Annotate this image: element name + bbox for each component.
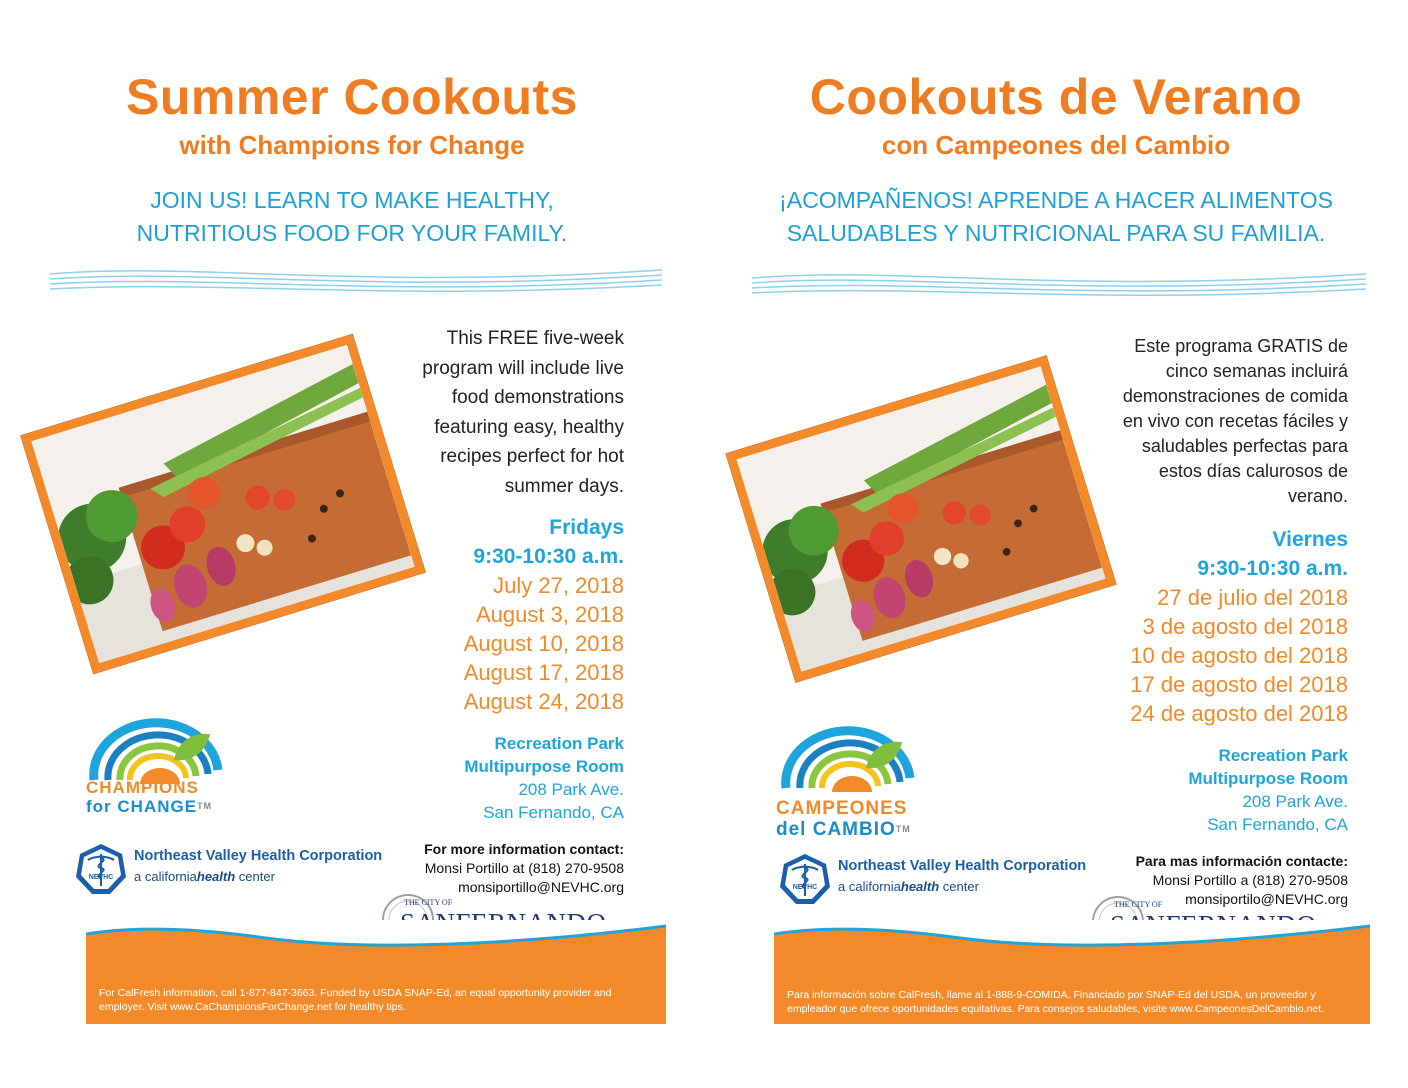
footer-wave-graphic	[774, 920, 1370, 960]
description-line: estos días calurosos de	[1158, 461, 1348, 481]
contact-email: monsiportillo@NEVHC.org	[458, 879, 624, 895]
trademark-mark: TM	[197, 801, 213, 811]
org-tagline	[838, 879, 979, 894]
program-info	[324, 324, 624, 897]
org-tagline-emphasis: health	[900, 879, 940, 894]
schedule-date: 10 de agosto del 2018	[1130, 643, 1348, 668]
venue-name: Recreation Park	[494, 734, 624, 753]
schedule-day: Fridays	[549, 516, 624, 539]
tagline	[40, 184, 664, 250]
description-line: summer days.	[504, 475, 624, 497]
description-line: food demonstrations	[451, 387, 624, 408]
venue-room: Multipurpose Room	[1188, 769, 1348, 788]
program-logo-line: CAMPEONES	[776, 798, 908, 819]
nevhc-badge-text: NEVHC	[88, 874, 114, 881]
tagline-line: NUTRITIOUS FOOD FOR YOUR FAMILY.	[136, 220, 568, 246]
footer-band	[86, 920, 666, 1024]
venue-city: San Fernando, CA	[483, 803, 624, 822]
description-line: recipes perfect for hot	[440, 446, 624, 467]
program-logo-text	[776, 798, 911, 840]
nevhc-badge-text: NEVHC	[792, 884, 818, 891]
caduceus-badge-icon	[778, 852, 832, 906]
description-line: saludables perfectas para	[1141, 436, 1348, 456]
program-logo-text	[86, 778, 212, 816]
tagline-line: ¡ACOMPAÑENOS! APRENDE A HACER ALIMENTOS	[779, 187, 1333, 213]
flyer-spanish	[704, 0, 1408, 1088]
org-name: Northeast Valley Health Corporation	[838, 858, 1087, 874]
nevhc-logo	[72, 842, 382, 902]
program-description	[324, 324, 624, 501]
schedule-date: 27 de julio del 2018	[1157, 585, 1348, 610]
program-logo-line: del CAMBIO	[776, 819, 896, 840]
schedule-date: 3 de agosto del 2018	[1142, 614, 1348, 639]
schedule-date: August 3, 2018	[475, 602, 624, 627]
description-line: demonstraciones de comida	[1122, 386, 1348, 406]
contact-phone: Monsi Portillo at (818) 270-9508	[424, 860, 624, 876]
venue-room: Multipurpose Room	[464, 757, 624, 776]
schedule-date: August 17, 2018	[463, 660, 624, 685]
schedule-date: August 10, 2018	[463, 631, 624, 656]
contact-phone: Monsi Portillo a (818) 270-9508	[1152, 872, 1348, 888]
city-prefix: THE CITY OF	[1114, 900, 1163, 909]
description-line: verano.	[1287, 486, 1348, 506]
flyer-subtitle: with Champions for Change	[179, 130, 525, 160]
org-tagline	[134, 869, 275, 884]
program-logo-line: for CHANGE	[86, 797, 198, 816]
org-tagline-suffix: center	[238, 869, 275, 884]
org-tagline-prefix: a california	[134, 869, 197, 884]
flyer-subtitle: con Campeones del Cambio	[881, 130, 1231, 160]
city-prefix: THE CITY OF	[404, 898, 453, 907]
schedule-time: 9:30-10:30 a.m.	[1197, 557, 1348, 580]
org-tagline-suffix: center	[942, 879, 979, 894]
wave-lines-graphic	[50, 262, 662, 302]
schedule-day: Viernes	[1272, 528, 1348, 551]
org-name: Northeast Valley Health Corporation	[134, 848, 383, 864]
venue-address: 208 Park Ave.	[1242, 792, 1348, 811]
flyer-title: Cookouts de Verano	[809, 69, 1303, 125]
venue-address: 208 Park Ave.	[518, 780, 624, 799]
schedule-date: 24 de agosto del 2018	[1130, 701, 1348, 726]
contact-email: monsiportilo@NEVHC.org	[1185, 891, 1348, 907]
contact-heading: For more information contact:	[424, 841, 624, 857]
description-line: Este programa GRATIS de	[1134, 336, 1348, 356]
description-line: cinco semanas incluirá	[1165, 361, 1348, 381]
description-line: en vivo con recetas fáciles y	[1122, 411, 1348, 431]
program-description	[1028, 334, 1348, 509]
tagline	[724, 184, 1388, 250]
org-tagline-prefix: a california	[838, 879, 901, 894]
schedule-date: 17 de agosto del 2018	[1130, 672, 1348, 697]
footer-band	[774, 920, 1370, 1024]
program-logo-line: CHAMPIONS	[86, 778, 199, 797]
schedule-date: August 24, 2018	[463, 689, 624, 714]
wave-lines-graphic	[752, 266, 1366, 306]
footer-text: Para información sobre CalFresh, llame al 1-888-9-COMIDA. Financiado por SNAP-Ed del USDA, un proveedor y empleador que ofrece oportunidades equitativas. Para consejos saludables, visite www.CampeonesDelCambio.net.	[787, 989, 1324, 1015]
flyer-title: Summer Cookouts	[125, 69, 578, 125]
footer-text: For CalFresh information, call 1-877-847-3663. Funded by USDA SNAP-Ed, an equal opportunity provider and employer. Visit www.CaChampionsForChange.net for healthy tips.	[99, 987, 612, 1013]
contact-heading: Para mas información contacte:	[1135, 853, 1348, 869]
org-tagline-emphasis: health	[196, 869, 236, 884]
tagline-line: SALUDABLES Y NUTRICIONAL PARA SU FAMILIA.	[786, 220, 1326, 246]
nevhc-logo	[776, 852, 1086, 912]
description-line: featuring easy, healthy	[434, 416, 624, 438]
schedule-time: 9:30-10:30 a.m.	[473, 545, 624, 568]
caduceus-badge-icon	[74, 842, 128, 896]
description-line: This FREE five-week	[446, 328, 624, 349]
tagline-line: JOIN US! LEARN TO MAKE HEALTHY,	[150, 187, 554, 213]
footer-wave-graphic	[86, 920, 666, 960]
description-line: program will include live	[422, 357, 624, 379]
program-info	[1028, 334, 1348, 909]
schedule-date: July 27, 2018	[493, 573, 624, 598]
venue-name: Recreation Park	[1218, 746, 1348, 765]
trademark-mark: TM	[895, 824, 911, 834]
venue-city: San Fernando, CA	[1207, 815, 1348, 834]
